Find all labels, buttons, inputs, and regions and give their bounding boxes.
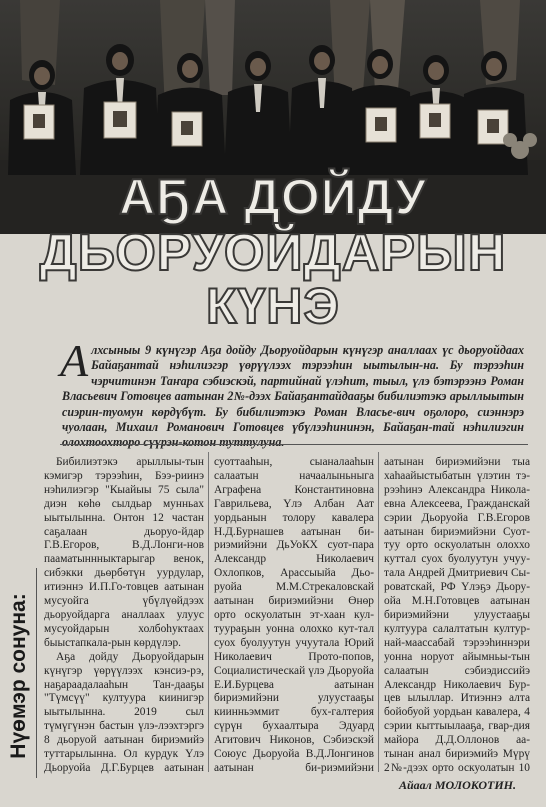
- headline-line-1: АҔА ДОЙДУ: [118, 169, 428, 225]
- column-1-paragraph-1: Бибилиэтэкэ арыллыы-тын кэмигэр тэрээһин, Бээ-риинэ нэһилиэгэр "Кыайыы 75 сыла" диэн көһө сылдьар мунньах ыытылынна. Онтон 12 частан саҕалаан дьоруо-йдар Г.В.Егоров, В.Д.Лонги-нов пааматыннныктарыгар венок, сибэкки дьөрбөтүн уурдулар, итиэннэ И.П.Го-товцев аатынан мусуойга үбүлүөйдээх дьоруойдарга аналлаах улуус мусуойдарын холбоһуктаах быыстапкала-рын көрдүлэр.: [44, 456, 204, 649]
- headline-line-3: КҮНЭ: [205, 278, 340, 334]
- column-3-paragraph-1: аатынан бириэмийэни тыа хаһаайыстыбатын үлэтин тэ-рээһинэ Александра Никола-евна Алексеева, Гражданскай сэрии Дьоруойа Г.В.Егоров аатынан бириэмийэни Суот-туу орто оскуолатын олоххо куттал суох буолуутун учуу-тала Андрей Дмитриевич Сы-роватскай, РФ Үлэҕэ Дьору-ойа М.Н.Готовцев аатынан бириэмийэни улуустааҕы култуура салалтатын култур-най-мааcсабай тэрээһиннэри уонна норуот айымньы-тын салаатын сэбиэдиссийэ Александр Николаевич Бур-цев ылыллар. Итиэннэ алта бойобуой уордьан кавалера, 4 сэрии кыттыылааҕа, гвар-дия майора Д.Д.Оллонов аа-тынан анал бириэмийэ Мүрү 2№-дээх орто оскуолатын 10: [384, 456, 530, 774]
- article-column-3: [384, 456, 530, 776]
- article-column-2: [214, 456, 374, 776]
- lead-paragraph: [60, 335, 524, 451]
- column-divider: [378, 452, 379, 772]
- author-last-name: МОЛОКОТИН.: [434, 778, 516, 792]
- article-column-1: [44, 456, 204, 776]
- section-label-text: Нүөмэр сонуна:: [7, 593, 30, 759]
- section-label-divider: [36, 568, 37, 778]
- author-byline: [399, 778, 516, 793]
- column-2-paragraph-1: суоттааһын, сыаналааһын салаатын начаалыньныга Агрaфена Константиновна Гаврильева, Үлэ Албан Аат уордьанын толору кавалера Н.Д.Бурнашев аатынан би-риэмийэни ДьУоКХ суот-пара Александр Николаевич Охлопков, Арассыыйа Дьо-руойа М.М.Стрекаловскай аатынан бириэмийэни Өнөр орто оскуолатын эт-хаан кул-туураҕын уонна олохко кут-тал суох буолуутун учуутала Юрий Николаевич Прото-попов, Социалистическай үлэ Дьоруойа Е.И.Бурцева аатынан бириэмийэни улуустааҕы киинньэммит бух-галтерия сүрүн бухаалтыра Эдуард Агитович Никонов, Сэбиэскэй Союус Дьоруойа В.Д.Лонгинов аатынан би-риэмийэни: [214, 456, 374, 774]
- section-label: [2, 572, 36, 780]
- lead-divider: [60, 444, 528, 445]
- drop-cap: А: [60, 335, 89, 386]
- column-1-paragraph-2: Аҕа дойду Дьоруойдарын күнүгэр үөрүүлээх кэнсиэ-рэ, наҕараадалааһын Тан-дааҕы "Түмсүү" култуура киинигэр ыытылынна. 2019 сыл түмүгүнэн бастын үлэ-лээхтэргэ 8 дьоруой аатынан бириэмийэ туттарылынна. Ол курдук Үлэ Дьоруойа Д.Г.Бурцев аатынан: [44, 650, 204, 774]
- column-divider: [208, 452, 209, 772]
- lead-text: лхсыныы 9 күнүгэр Аҕа дойду Дьоруойдарын күнүгэр аналлаах үс дьоруойдаах Байаҕантай нэһилиэгэр үөрүүлээх тэрээһин ыытылын-на. Бу тэрээһин чэрчитинэн Таҥара сэбиэскэй, партийнай үлэһит, тыыл, үлэ бэтэрээнэ Роман Власьевич Готовцев аатынан 2№-дээх Байаҕантайдааҕы бибилиэтэкэ арыллыытын сиэрин-туомун көрдүбүт. Бу бибилиэтэкэ Роман Власье-вич оҕолоро, сиэннэрэ чуолаан, Михаил Романович Готовцев үбүлээһининэн, Байаҕан-тай нэһилиэгин олохтоохторо сүүрэн-котон туттулуна.: [62, 343, 524, 450]
- author-first-name: Айаал: [398, 778, 432, 792]
- headline-line-2: ДЬОРУОЙДАРЫН: [39, 224, 507, 282]
